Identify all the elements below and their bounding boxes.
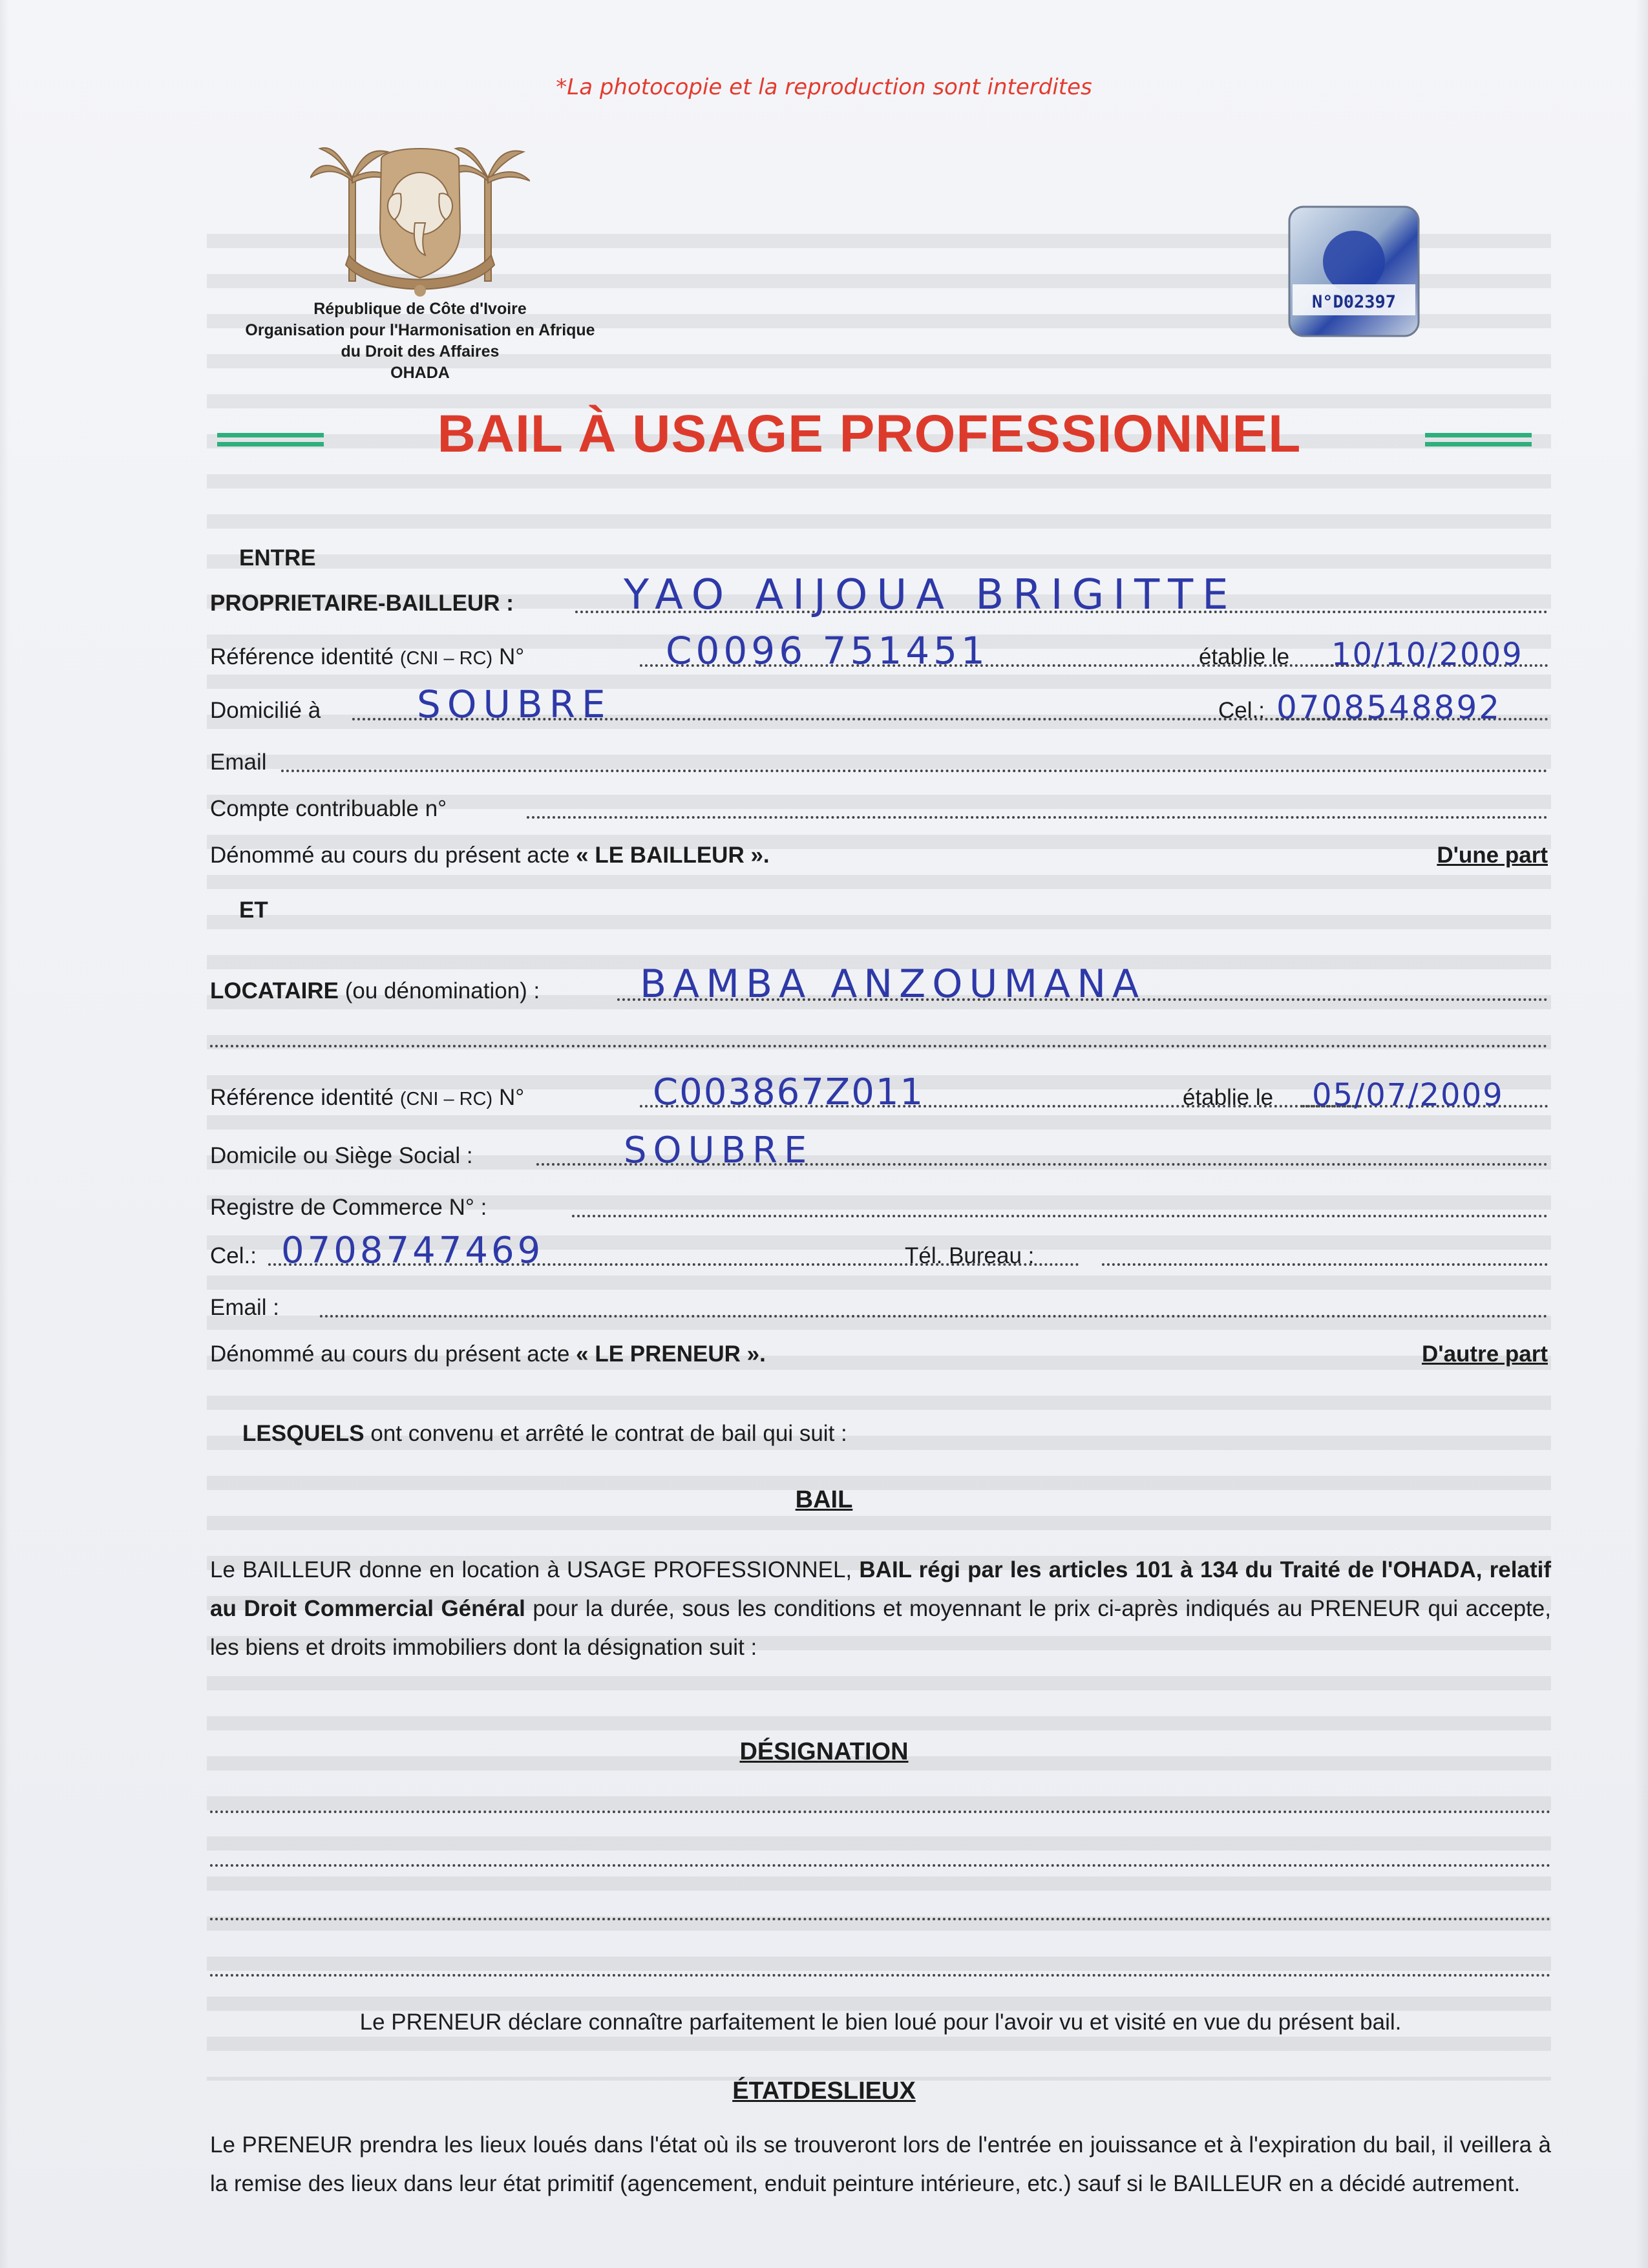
preneur-domicile-row [210, 1129, 1548, 1173]
preneur-tel-label: Tél. Bureau : [905, 1243, 1035, 1268]
entre-label: ENTRE [239, 545, 316, 571]
preneur-name-field[interactable]: BAMBA ANZOUMANA [640, 961, 1146, 1007]
preneur-cel-row [210, 1230, 1548, 1273]
designation-closing-text: Le PRENEUR déclare connaître parfaitement le bien loué pour l'avoir vu et visité en vue du présent bail. [359, 2010, 1402, 2035]
bailleur-name-field[interactable]: YAO AIJOUA BRIGITTE [624, 571, 1238, 619]
org-name-cont: du Droit des Affaires [341, 342, 500, 361]
preneur-email-label: Email : [210, 1295, 279, 1320]
bailleur-compte-label: Compte contribuable n° [210, 796, 447, 821]
reproduction-notice: *La photocopie et la reproduction sont interdites [556, 74, 1092, 100]
bailleur-compte-row [210, 787, 1548, 826]
bailleur-ref-row [210, 629, 1548, 674]
etat-des-lieux-heading: ÉTATDESLIEUX [732, 2077, 916, 2105]
preneur-registre-label: Registre de Commerce N° : [210, 1195, 487, 1220]
bailleur-denomme-label: Dénommé au cours du présent acte « LE BAILLEUR ». [210, 843, 770, 868]
et-label: ET [239, 898, 268, 923]
lesquels-text: LESQUELS ont convenu et arrêté le contrat de bail qui suit : [242, 1421, 847, 1446]
bailleur-compte-field[interactable] [527, 816, 1548, 819]
bailleur-etablie-label: établie le [1199, 644, 1290, 669]
page-shadow-left [0, 0, 9, 2268]
preneur-ref-label: Référence identité (CNI – RC) N° [210, 1085, 525, 1110]
bail-paragraph: Le BAILLEUR donne en location à USAGE PROFESSIONNEL, BAIL régi par les articles 101 à 134 du Traité de l'OHADA, relatif au Droit Commercial Général pour la durée, sous les conditions et moyennant le prix ci-après indiqués au PRENEUR qui accepte, les biens et droits immobiliers dont la désignation suit : [210, 1557, 1551, 1660]
document-title: BAIL À USAGE PROFESSIONNEL [437, 404, 1302, 463]
preneur-tel-field[interactable] [1102, 1263, 1548, 1266]
preneur-domicile-label: Domicile ou Siège Social : [210, 1143, 473, 1168]
preneur-ref-row [210, 1071, 1548, 1115]
decorative-bars-right [1425, 433, 1532, 447]
et-row [210, 888, 1548, 927]
issuing-organization [194, 299, 646, 384]
preneur-name-cont-field[interactable] [210, 1045, 1548, 1047]
preneur-email-row [210, 1286, 1548, 1325]
bailleur-label: PROPRIETAIRE-BAILLEUR : [210, 591, 514, 616]
etat-des-lieux-paragraph: Le PRENEUR prendra les lieux loués dans l'état où ils se trouveront lors de l'entrée en jouissance et à l'expiration du bail, il veillera à la remise des lieux dans leur état primitif (agencement, enduit peinture intérieure, etc.) sauf si le BAILLEUR en a décidé autrement. [210, 2132, 1551, 2196]
bailleur-denomme-row [210, 834, 1548, 872]
bailleur-ref-label: Référence identité (CNI – RC) N° [210, 644, 525, 669]
bailleur-domicile-row [210, 682, 1548, 728]
hologram-stamp [1286, 204, 1422, 339]
coat-of-arms-emblem [310, 132, 530, 297]
bailleur-etablie-field[interactable]: 10/10/2009 [1331, 636, 1523, 673]
bailleur-cel-label: Cel.: [1218, 698, 1265, 723]
bailleur-email-field[interactable] [281, 770, 1548, 772]
preneur-label: LOCATAIRE (ou dénomination) : [210, 978, 540, 1003]
designation-line-3[interactable] [210, 1918, 1551, 1920]
org-name: Organisation pour l'Harmonisation en Afrique [245, 321, 595, 339]
preneur-denomme-label: Dénommé au cours du présent acte « LE PRENEUR ». [210, 1341, 766, 1367]
preneur-part-label: D'autre part [1421, 1341, 1548, 1367]
preneur-name-cont-row [210, 1016, 1548, 1055]
designation-line-4[interactable] [210, 1974, 1551, 1977]
preneur-cel-field[interactable]: 0708747469 [281, 1230, 544, 1272]
page-shadow-right [1635, 0, 1648, 2268]
preneur-ref-field[interactable]: C003867Z011 [653, 1071, 925, 1113]
org-country: République de Côte d'Ivoire [313, 300, 527, 318]
designation-line-1[interactable] [210, 1811, 1551, 1813]
designation-heading: DÉSIGNATION [739, 1738, 909, 1765]
preneur-domicile-field[interactable]: SOUBRE [624, 1129, 814, 1171]
preneur-registre-field[interactable] [572, 1215, 1548, 1217]
designation-line-2[interactable] [210, 1864, 1551, 1867]
preneur-name-row [210, 961, 1548, 1008]
bailleur-domicile-label: Domicilié à [210, 698, 321, 723]
org-acronym: OHADA [390, 364, 450, 382]
bailleur-part-label: D'une part [1437, 843, 1548, 868]
entre-row [210, 536, 1548, 575]
bailleur-ref-field[interactable]: C0096 751451 [666, 629, 989, 673]
preneur-etablie-label: établie le [1183, 1085, 1274, 1110]
lesquels-row [242, 1412, 1580, 1451]
bailleur-cel-field[interactable]: 0708548892 [1276, 689, 1502, 726]
stamp-number: N°D02397 [1311, 292, 1397, 312]
preneur-etablie-field[interactable]: 05/07/2009 [1312, 1077, 1504, 1113]
bailleur-email-row [210, 740, 1548, 779]
bailleur-domicile-field[interactable]: SOUBRE [417, 682, 612, 726]
preneur-email-field[interactable] [320, 1315, 1548, 1318]
preneur-denomme-row [210, 1332, 1548, 1371]
bail-heading: BAIL [795, 1486, 853, 1513]
bailleur-email-label: Email [210, 750, 267, 775]
preneur-cel-label: Cel.: [210, 1243, 257, 1268]
preneur-registre-row [210, 1186, 1548, 1224]
title-block [207, 394, 1532, 491]
bailleur-name-row [210, 571, 1548, 620]
